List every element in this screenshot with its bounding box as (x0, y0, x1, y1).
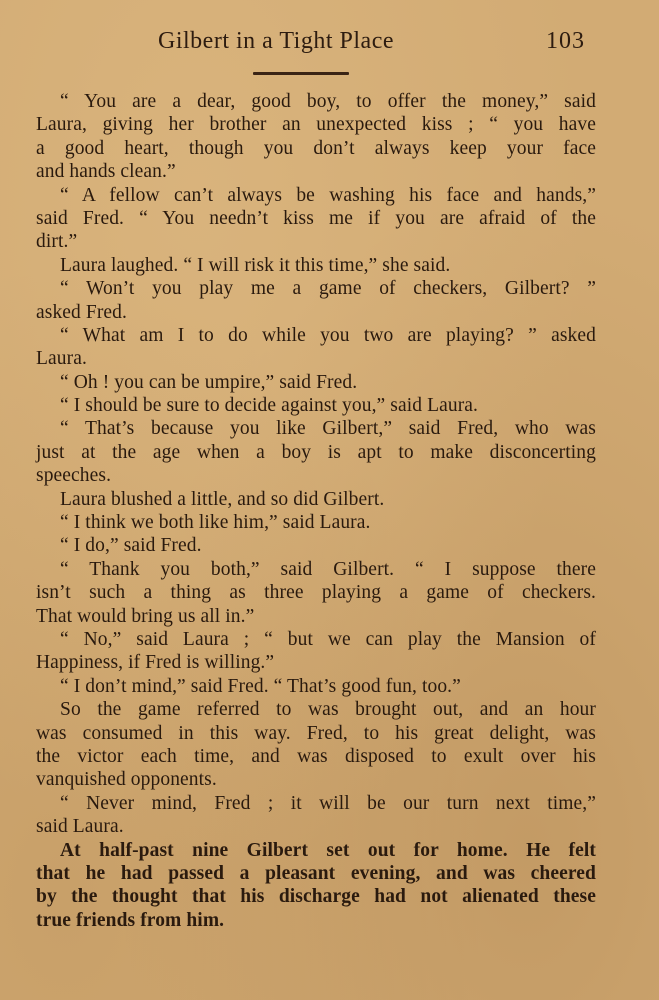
text-line: “ What am I to do while you two are playing? ” asked (60, 324, 596, 346)
text-line: was consumed in this way. Fred, to his great delight, was (36, 722, 596, 744)
text-line: “ Won’t you play me a game of checkers, Gilbert? ” (60, 278, 596, 300)
text-line: “ You are a dear, good boy, to offer the money,” said (60, 91, 596, 112)
text-line: “ I don’t mind,” said Fred. “ That’s good fun, too.” (60, 675, 461, 697)
text-line: dirt.” (36, 231, 78, 253)
text-line: At half-past nine Gilbert set out for home. He felt (60, 839, 596, 861)
text-line: Laura blushed a little, and so did Gilbert. (60, 488, 385, 510)
text-line: “ I do,” said Fred. (60, 535, 202, 557)
text-line: said Laura. (36, 816, 124, 838)
text-line: “ Oh ! you can be umpire,” said Fred. (60, 371, 358, 393)
text-line: Laura, giving her brother an unexpected kiss ; “ you have (36, 114, 596, 136)
text-line: said Fred. “ You needn’t kiss me if you are afraid of the (36, 207, 596, 229)
text-line: So the game referred to was brought out, and an hour (60, 699, 596, 721)
text-line: a good heart, though you don’t always keep your face (36, 137, 596, 159)
page-number: 103 (546, 28, 585, 54)
text-line: just at the age when a boy is apt to make disconcerting (36, 441, 596, 463)
text-line: “ I think we both like him,” said Laura. (60, 512, 371, 534)
text-line: isn’t such a thing as three playing a game of checkers. (36, 582, 596, 604)
text-line: the victor each time, and was disposed to exult over his (36, 745, 596, 767)
text-line: “ Never mind, Fred ; it will be our turn next time,” (60, 792, 596, 814)
text-line: true friends from him. (36, 909, 225, 931)
text-line: “ Thank you both,” said Gilbert. “ I suppose there (60, 558, 596, 580)
text-line: Laura laughed. “ I will risk it this time,” she said. (60, 254, 451, 276)
text-line: “ That’s because you like Gilbert,” said Fred, who was (60, 418, 596, 440)
text-line: asked Fred. (36, 301, 127, 323)
body-text (36, 90, 596, 932)
text-line: and hands clean.” (36, 161, 176, 183)
running-head (0, 28, 659, 62)
text-line: “ A fellow can’t always be washing his face and hands,” (60, 184, 596, 206)
text-line: “ No,” said Laura ; “ but we can play the Mansion of (60, 628, 596, 650)
text-line: “ I should be sure to decide against you,” said Laura. (60, 395, 479, 417)
text-line: That would bring us all in.” (36, 605, 255, 627)
header-rule (253, 72, 349, 75)
text-line: vanquished opponents. (36, 769, 217, 791)
running-title: Gilbert in a Tight Place (158, 28, 394, 54)
text-line: by the thought that his discharge had not alienated these (36, 886, 596, 908)
text-line: that he had passed a pleasant evening, and was cheered (36, 862, 596, 884)
text-line: speeches. (36, 465, 112, 487)
text-line: Happiness, if Fred is willing.” (36, 652, 275, 674)
text-line: Laura. (36, 348, 87, 370)
